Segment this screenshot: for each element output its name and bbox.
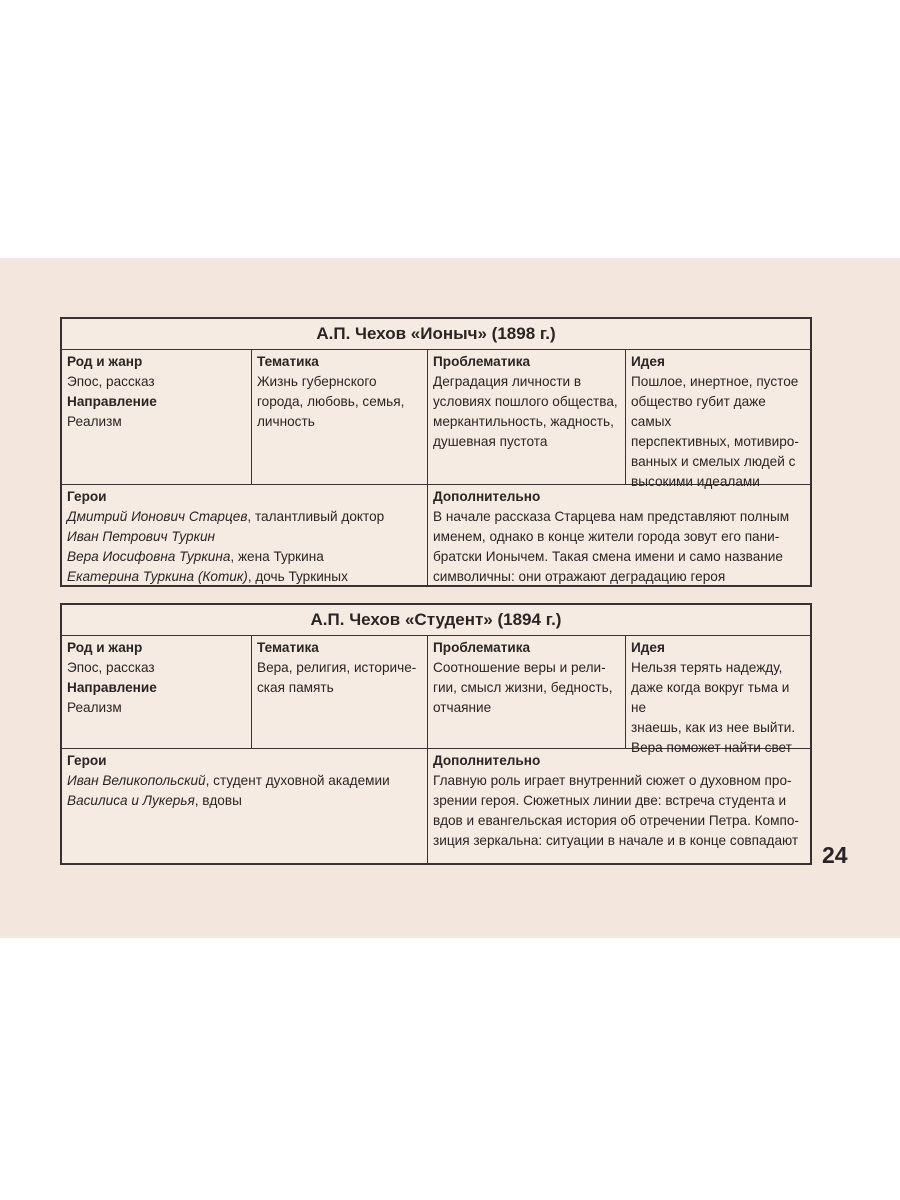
idea-line: общество губит даже самых bbox=[631, 394, 766, 429]
idea-line: Нельзя терять надежду, bbox=[631, 660, 783, 675]
details-row bbox=[62, 749, 810, 863]
page-number: 24 bbox=[822, 842, 848, 868]
theme-line: города, любовь, семья, bbox=[257, 394, 405, 409]
idea-cell bbox=[626, 636, 810, 755]
hero-desc: , студент духовной академии bbox=[205, 773, 390, 788]
problem-cell bbox=[428, 350, 626, 484]
problem-line: Деградация личности в bbox=[433, 374, 582, 389]
heroes-label: Герои bbox=[67, 753, 107, 768]
theme-cell bbox=[252, 636, 428, 748]
idea-line: высокими идеалами bbox=[631, 474, 760, 489]
idea-label: Идея bbox=[631, 640, 665, 655]
direction-value: Реализм bbox=[67, 414, 122, 429]
hero-line bbox=[67, 567, 421, 587]
hero-line bbox=[67, 527, 421, 547]
hero-name: Василиса и Лукерья bbox=[67, 793, 195, 808]
problem-line: душевная пустота bbox=[433, 434, 548, 449]
heroes-cell bbox=[62, 485, 428, 587]
genre-cell bbox=[62, 636, 252, 748]
extra-line: вдов и евангельская история об отречении Петра. Компо- bbox=[433, 813, 799, 828]
problem-line: условиях пошлого общества, bbox=[433, 394, 618, 409]
extra-cell bbox=[428, 485, 810, 587]
extra-line: зрении героя. Сюжетных линии две: встреча студента и bbox=[433, 793, 787, 808]
problem-cell bbox=[428, 636, 626, 748]
problem-line: гии, смысл жизни, бедность, bbox=[433, 680, 613, 695]
problem-label: Проблематика bbox=[433, 354, 531, 369]
extra-line: именем, однако в конце жители города зовут его пани- bbox=[433, 529, 780, 544]
hero-name: Вера Иосифовна Туркина bbox=[67, 549, 231, 564]
hero-desc: , дочь Туркиных bbox=[247, 569, 348, 584]
genre-value: Эпос, рассказ bbox=[67, 374, 155, 389]
idea-cell bbox=[626, 350, 810, 489]
extra-label: Дополнительно bbox=[433, 753, 541, 768]
problem-label: Проблематика bbox=[433, 640, 531, 655]
extra-cell bbox=[428, 749, 810, 863]
table-ionych bbox=[60, 317, 812, 587]
extra-line: Главную роль играет внутренний сюжет о духовном про- bbox=[433, 773, 792, 788]
hero-line bbox=[67, 771, 421, 791]
heroes-label: Герои bbox=[67, 489, 107, 504]
theme-line: личность bbox=[257, 414, 315, 429]
details-row bbox=[62, 485, 810, 587]
hero-name: Иван Великопольский bbox=[67, 773, 206, 788]
genre-value: Эпос, рассказ bbox=[67, 660, 155, 675]
table-title: А.П. Чехов «Студент» (1894 г.) bbox=[62, 605, 810, 636]
theme-label: Тематика bbox=[257, 354, 319, 369]
hero-line bbox=[67, 791, 421, 811]
direction-label: Направление bbox=[67, 680, 157, 695]
idea-line: Вера поможет найти свет bbox=[631, 740, 792, 755]
idea-line: даже когда вокруг тьма и не bbox=[631, 680, 790, 715]
info-row bbox=[62, 350, 810, 489]
hero-name: Екатерина Туркина (Котик) bbox=[67, 569, 248, 584]
hero-line bbox=[67, 547, 421, 567]
direction-label: Направление bbox=[67, 394, 157, 409]
theme-line: Вера, религия, историче- bbox=[257, 660, 417, 675]
extra-line: братски Ионычем. Такая смена имени и само название bbox=[433, 549, 783, 564]
info-row bbox=[62, 636, 810, 755]
heroes-cell bbox=[62, 749, 428, 863]
idea-line: перспективных, мотивиро- bbox=[631, 434, 799, 449]
problem-line: меркантильность, жадность, bbox=[433, 414, 614, 429]
extra-label: Дополнительно bbox=[433, 489, 541, 504]
theme-label: Тематика bbox=[257, 640, 319, 655]
genre-label: Род и жанр bbox=[67, 640, 143, 655]
extra-line: символичны: они отражают деградацию героя bbox=[433, 569, 726, 584]
idea-line: Пошлое, инертное, пустое bbox=[631, 374, 799, 389]
extra-line: В начале рассказа Старцева нам представляют полным bbox=[433, 509, 790, 524]
problem-line: отчаяние bbox=[433, 700, 492, 715]
table-student bbox=[60, 603, 812, 865]
idea-line: ванных и смелых людей с bbox=[631, 454, 796, 469]
hero-line bbox=[67, 507, 421, 527]
hero-name: Иван Петрович Туркин bbox=[67, 529, 216, 544]
table-title: А.П. Чехов «Ионыч» (1898 г.) bbox=[62, 319, 810, 350]
hero-name: Дмитрий Ионович Старцев bbox=[67, 509, 248, 524]
genre-label: Род и жанр bbox=[67, 354, 143, 369]
idea-label: Идея bbox=[631, 354, 665, 369]
theme-cell bbox=[252, 350, 428, 484]
hero-desc: , жена Туркина bbox=[230, 549, 324, 564]
theme-line: Жизнь губернского bbox=[257, 374, 377, 389]
hero-desc: , талантливый доктор bbox=[247, 509, 385, 524]
problem-line: Соотношение веры и рели- bbox=[433, 660, 606, 675]
genre-cell bbox=[62, 350, 252, 484]
direction-value: Реализм bbox=[67, 700, 122, 715]
idea-line: знаешь, как из нее выйти. bbox=[631, 720, 796, 735]
hero-desc: , вдовы bbox=[194, 793, 242, 808]
extra-line: зиция зеркальна: ситуации в начале и в конце совпадают bbox=[433, 833, 799, 848]
theme-line: ская память bbox=[257, 680, 334, 695]
